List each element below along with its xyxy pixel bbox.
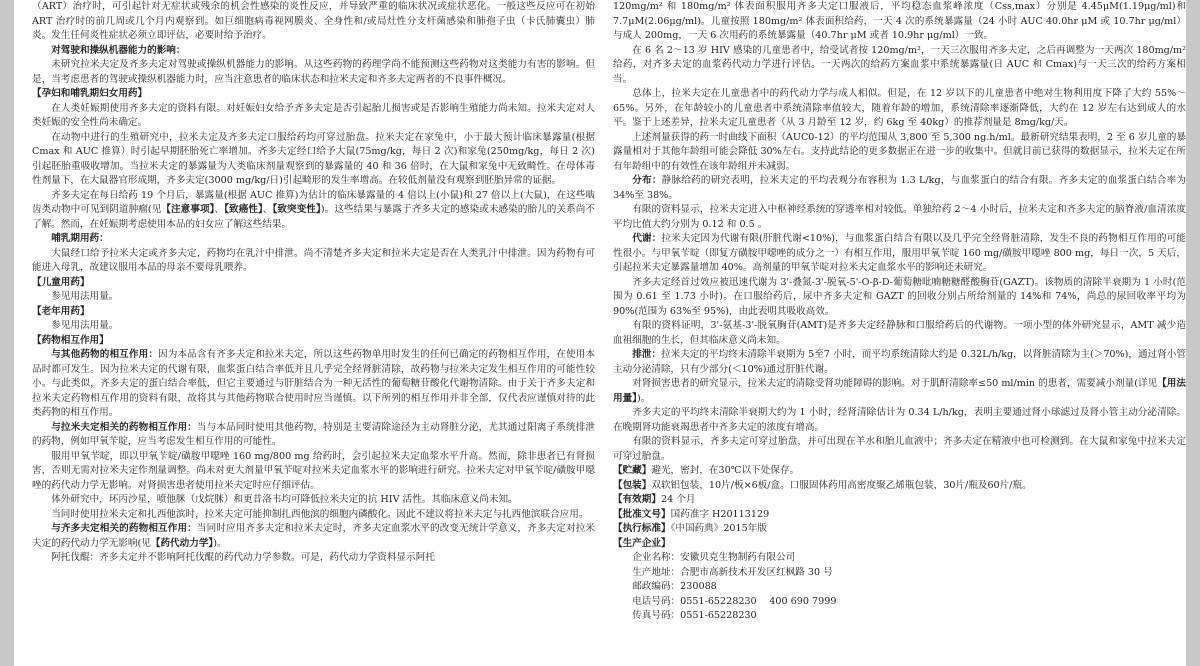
cross-reference: 【致癌性】: [224, 204, 263, 215]
paragraph: 参见用法用量。: [51, 320, 119, 331]
storage-line: [613, 464, 1186, 479]
cross-reference: 【药代动力学】: [150, 537, 214, 549]
paragraph: [613, 232, 1186, 276]
subheading: 与其他药物的相互作用：: [51, 349, 159, 360]
text-span: )。这些结果与暴露于齐多夫定的感染或未感染的胎儿的关系尚不了解。然而，在妊娠期考虑使用本品的妇女应了解这些结果。: [32, 204, 596, 230]
text-span: 当与本品同时使用其他药物，特别是主要清除途径为主动肾脏分泌，尤其通过阳离子系统排泄的药物，例如甲氧苄啶，应当考虑发生相互作用的可能性。: [32, 421, 596, 447]
validity-value: 24 个月: [660, 494, 696, 505]
text-span: )。: [636, 392, 651, 404]
manufacturer-address: 合肥市高新技术开发区红枫路 30 号: [680, 566, 833, 578]
paragraph: 有限的资料显示，齐多夫定可穿过胎盘，并可出现在羊水和胎儿血液中；齐多夫定在精液中也可检测到。在大鼠和家兔中拉米夫定可穿过胎盘。: [613, 436, 1186, 462]
paragraph: 大鼠经口给予拉米夫定或齐多夫定，药物均在乳汁中排泄。尚不清楚齐多夫定和拉米夫定是否在人类乳汁中排泄。因为药物有可能进入母乳，故建议服用本品的母亲不要母乳喂养。: [32, 247, 595, 273]
package-label: 【包装】: [613, 479, 652, 491]
page-edge-right: [1186, 0, 1200, 666]
field-label: 生产地址：: [632, 566, 681, 578]
text-span: 、: [214, 204, 225, 215]
manufacturer-fax: 0551-65228230: [680, 610, 757, 621]
paragraph: [32, 522, 595, 551]
section-heading: 【老年用药】: [32, 305, 90, 317]
paragraph: 有限的资料证明，3'-氨基-3'-脱氧胸苷(AMT)是齐多夫定经静脉和口服给药后的代谢物。一项小型的体外研究显示，AMT 减少造血祖细胞的生长，但其临床意义尚未知。: [613, 320, 1186, 346]
paragraph: 在动物中进行的生殖研究中，拉米夫定及齐多夫定口服给药均可穿过胎盘。拉米夫定在家兔中，小于最大预计临床暴露量(根据 Cmax 和 AUC 推算）时引起早期胚胎死亡率增加。齐多夫定经口给予大鼠(75mg/kg，每日 2 次)和家兔(250mg/kg，每日 2 次)引起胚胎重吸收增加。当拉米夫定的暴露量为人类临床剂量观察到的暴露量的 40 和 36 倍时，在大鼠和家兔中无致畸性。在母体毒性剂量下，在大鼠器官形成期，齐多夫定(3000 mg/kg/日)引起畸形的发生率增高。在较低剂量没有观察到胚胎异常的证据。: [32, 131, 595, 186]
manufacturer-address-line: [613, 566, 1186, 581]
standard-label: 【执行标准】: [613, 523, 671, 534]
text-span: 拉米夫定因为代谢有限(肝脏代谢<10%)，与血浆蛋白结合有限以及几乎完全经肾脏清除，发生不良的药物相互作用的可能性很小。与甲氧苄啶（即复方磺胺甲噁唑的成分之一）有相互作用，服用甲氧苄啶 160 mg/磺胺甲噁唑 800 mg，每日一次，5 天后，引起拉米夫定暴露量增加 40%。高剂量的甲氧苄啶对拉米夫定血浆水平的影响还未研究。: [613, 233, 1186, 273]
field-label: 邮政编码：: [632, 581, 681, 592]
manufacturer-name: 安徽贝克生物制药有限公司: [680, 552, 796, 563]
text-span: 当同时应用齐多夫定和拉米夫定时，齐多夫定血浆水平的改变无统计学意义，齐多夫定对拉米夫定的药代动力学无影响(见: [32, 523, 596, 549]
package-value: 双软铝包装，10片/板×6板/盒。口服固体药用高密度聚乙烯瓶包装，30片/瓶及60片/瓶。: [651, 479, 1032, 491]
manufacturer-fax-line: [613, 609, 1186, 624]
paragraph: [613, 174, 1186, 203]
paragraph: 未研究拉米夫定及齐多夫定对驾驶或操纵机器能力的影响。从这些药物的药理学尚不能预测这些药物对这类能力有害的影响。但是，当考虑患者的驾驶或操纵机器能力时，应当注意患者的临床状态和拉米夫定和齐多夫定两者的不良事件概况。: [32, 59, 595, 85]
paragraph: 齐多夫定的平均终末清除半衰期大约为 1 小时，经肾清除估计为 0.34 L/h/kg，表明主要通过肾小球滤过及肾小管主动分泌清除。在晚期肾功能衰竭患者中齐多夫定的浓度有增高。: [613, 407, 1186, 433]
standard-line: [613, 522, 1186, 537]
section-heading: 【药物相互作用】: [32, 334, 109, 346]
paragraph: 有限的资料显示，拉米夫定进入中枢神经系统的穿透率相对较低。单独给药 2～4 小时后，拉米夫定和齐多夫定的脑脊液/血清浓度平均比值大约分别为 0.12 和 0.5 。: [613, 204, 1186, 230]
paragraph: 服用甲氧苄啶，即以甲氧苄啶/磺胺甲噁唑 160 mg/800 mg 给药时，会引起拉米夫定血浆水平升高。然而，除非患者已有肾损害，否则无需对拉米夫定作剂量调整。尚未对更大剂量甲氧苄啶对拉米夫定血浆水平的影响进行研究。拉米夫定对甲氧苄啶/磺胺甲噁唑的药代动力学无影响。对肾损害患者使用拉米夫定时应仔细评估。: [32, 450, 595, 491]
subheading: 与拉米夫定相关的药物相互作用：: [51, 421, 197, 433]
storage-value: 避光，密封，在30℃以下处保存。: [651, 465, 800, 476]
paragraph: 齐多夫定经首过效应被迅速代谢为 3'-叠氮-3'-脱氧-5'-O-β-D-葡萄糖吡喃糖糖醛酸胸苷(GAZT)。该物质的清除半衰期为 1 小时(范围为 0.61 至 1.73 小时)。在口服给药后，尿中齐多夫定和 GAZT 的回收分别占所给剂量的 14%和 74%，尚总的尿回收率平均为 90%(范围为 63%至 95%)，由此表明其吸收高效。: [613, 276, 1186, 317]
subheading: 排泄：: [632, 349, 661, 360]
subheading: 与齐多夫定相关的药物相互作用：: [51, 523, 197, 534]
paragraph: [613, 377, 1186, 406]
text-span: 拉米夫定的平均终末清除半衰期为 5至7 小时，而平均系统清除大约是 0.32L/h/kg，以肾脏清除为主(＞70%)，通过肾小管主动分泌清除，只有少部分(＜10%)通过肝脏代谢。: [613, 349, 1187, 375]
text-span: 因为本品含有齐多夫定和拉米夫定，所以这些药物单用时发生的任何已确定的药物相互作用，在使用本品时都可发生。因为拉米夫定的代谢有限，血浆蛋白结合率低并且几乎完全经肾脏清除，故药物与拉米夫定发生相互作用的可能性较小。与此类似，齐多夫定的蛋白结合率低，但它主要通过与肝脏结合为一种无活性的葡萄糖苷酸化代谢物清除。由于关于齐多夫定和拉米夫定药物相互作用的资料有限，故将其与其他药物联合使用时应当谨慎。以下所列的相互作用并非全部，仅代表应谨慎对待的此类药物的相互作用。: [32, 349, 595, 418]
text-span: )。: [213, 537, 227, 549]
section-heading: 对驾驶和操纵机器能力的影响：: [51, 44, 186, 56]
manufacturer-zip: 230088: [680, 581, 717, 592]
paragraph: 在人类妊娠期使用齐多夫定的资料有限。对妊娠妇女给予齐多夫定是否引起胎儿损害或是否影响生殖能力尚未知。拉米夫定对人类妊娠的安全性尚未确定。: [32, 102, 595, 128]
manufacturer-phone-line: [613, 595, 1186, 610]
section-heading: 【儿童用药】: [32, 276, 90, 288]
manufacturer-name-line: [613, 551, 1186, 566]
approval-value: 国药准字 H20113129: [670, 508, 770, 520]
paragraph: 总体上，拉米夫定在儿童患者中的药代动力学与成人相似。但是，在 12 岁以下的儿童患者中绝对生物利用度下降了大约 55%～65%。另外，在年龄较小的儿童患者中系统清除率值较大，随着年龄的增加，系统清除率逐渐降低，大约在 12 岁左右达到成人的水平。鉴于上述差异，拉米夫定儿童患者（从 3 月龄至 12 岁，约 6kg 至 40kg）的推荐剂量是 8mg/kg/天。: [613, 88, 1186, 128]
paragraph: 上述剂量获得的药一时曲线下面积（AUC0-12）的平均范围从 3,800 至 5,300 ng.h/ml。最新研究结果表明，2 至 6 岁儿童的暴露量相对于其他年龄组可能会降低 30%左右。支持此结论的更多数据正在进一步的收集中。但就目前已获得的数据显示，拉米夫定在所有年龄组中的有效性在该年龄组并未减弱。: [613, 131, 1186, 172]
manufacturer-zip-line: [613, 580, 1186, 595]
paragraph: 阿托伐醌：齐多夫定并不影响阿托伐醌的药代动力学参数。可是，药代动力学资料显示阿托: [51, 552, 435, 563]
package-line: [613, 479, 1186, 494]
paragraph: 体外研究中，环丙沙星，喷他脒（戊烷脒）和更昔洛韦均可降低拉米夫定的抗 HIV 活性。其临床意义尚未知。: [51, 494, 518, 505]
left-column: [32, 0, 595, 612]
page-edge-left: [0, 0, 14, 666]
validity-label: 【有效期】: [613, 494, 661, 505]
manufacturer-heading: 【生产企业】: [613, 537, 671, 549]
paragraph: [32, 421, 595, 450]
cross-reference: 【用法用量】: [613, 378, 1186, 404]
manufacturer-phone: 0551-65228230 400 690 7999: [680, 595, 837, 607]
cross-reference: 【注意事项】: [161, 204, 215, 215]
standard-value: 《中国药典》2015年版: [670, 523, 767, 534]
validity-line: [613, 493, 1186, 508]
paragraph: 当同时使用拉米夫定和扎西他滨时，拉米夫定可能抑制扎西他滨的细胞内磷酸化。因此不建议将拉米夫定与扎西他滨联合应用。: [51, 508, 589, 520]
approval-line: [613, 508, 1186, 523]
paragraph: 在 6 名 2～13 岁 HIV 感染的儿童患者中，给受试者按 120mg/m²，一天三次服用齐多夫定，之后再调整为一天两次 180mg/m² 给药，对齐多夫定的血浆药代动力学进行评估。一天两次的给药方案血浆中系统暴露量(日 AUC 和 Cmax)与一天三次的给药方案相当。: [613, 44, 1186, 85]
field-label: 传真号码：: [632, 610, 681, 621]
text-span: 齐多夫定在每日给药 19 个月后，暴露量(根据 AUC 推算)为估计的临床暴露量的 4 倍以上(小鼠)和 27 倍以上(大鼠)，在这些啮齿类动物中可见到阴道肿瘤(见: [32, 189, 595, 215]
text-span: 对肾损害患者的研究显示，拉米夫定的清除受肾功能障碍的影响。对于肌酐清除率≤50 ml/min 的患者，需要减小剂量(详见: [632, 378, 1158, 389]
section-heading: 【孕妇和哺乳期妇女用药】: [32, 88, 148, 99]
subheading: 代谢：: [632, 233, 662, 244]
right-column: [613, 0, 1187, 621]
field-label: 电话号码：: [632, 595, 681, 607]
paragraph: （ART）治疗时，可引起针对无症状或残余的机会性感染的炎性反应，并导致严重的临床状况或症状恶化。一般这些反应可在初始 ART 治疗时的前几周或几个月内观察到。如巨细胞病毒视网膜炎、全身性和/或局灶性分支杆菌感染和肺孢子虫（卡氏肺囊虫）肺炎。发生任何炎性症状必须立即评估，必要时给予治疗。: [32, 1, 595, 41]
paragraph: [32, 189, 595, 233]
paragraph: 120mg/m² 和 180mg/m² 体表面积服用齐多夫定口服液后，平均稳态血浆峰浓度（Css,max）分别是 4.45μM(1.19μg/ml)和 7.7μM(2.06μg/ml)。儿童按照 180mg/m² 体表面积给药，一天 4 次的系统暴露量（24 小时 AUC 40.0hr μM 或 10.7hr μg/ml）与成人 200mg，一天 6 次用药的系统暴露量（40.7hr μM 或者 10.9hr μg/ml）一致。: [613, 1, 1186, 41]
paragraph: 参见用法用量。: [51, 291, 119, 302]
text-span: 、: [262, 204, 273, 215]
section-heading: 哺乳期用药：: [51, 233, 109, 244]
field-label: 企业名称：: [632, 552, 681, 563]
paragraph: [613, 348, 1186, 377]
storage-label: 【贮藏】: [613, 465, 652, 476]
paragraph: [32, 348, 595, 421]
cross-reference: 【致突变性】: [272, 204, 321, 215]
subheading: 分布：: [632, 175, 662, 186]
text-span: 静脉给药的研究表明，拉米夫定的平均表观分布容积为 1.3 L/kg，与血浆蛋白的结合有限。齐多夫定的血浆蛋白结合率为 34%至 38%。: [613, 175, 1186, 201]
approval-label: 【批准文号】: [613, 508, 671, 520]
